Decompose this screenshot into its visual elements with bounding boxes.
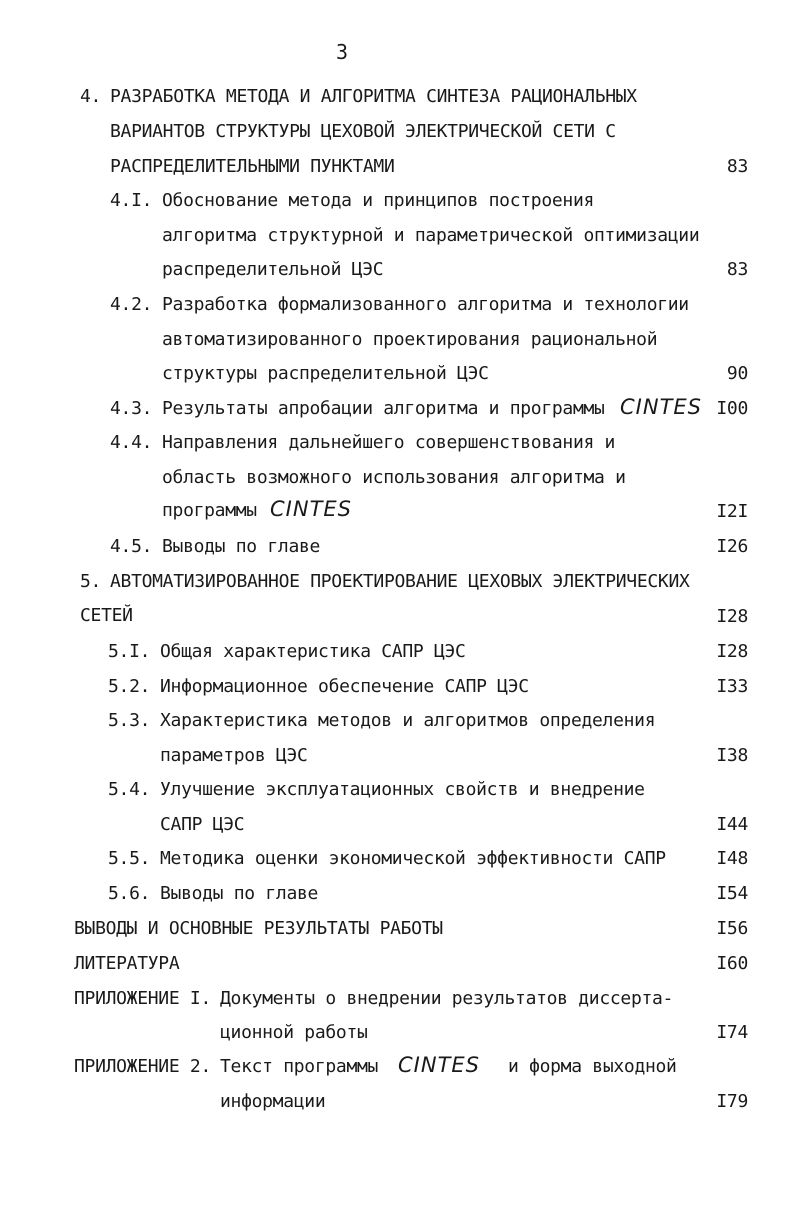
subsection-5-4-line2: САПР ЦЭС (160, 814, 245, 835)
section-5-title-line2: СЕТЕЙ (80, 605, 133, 626)
subsection-5-5-line1: Методика оценки экономической эффективности САПР (160, 848, 666, 869)
subsection-5-4-number: 5.4. (108, 779, 151, 800)
section-5-number: 5. (80, 571, 102, 592)
section-4-title-line1: РАЗРАБОТКА МЕТОДА И АЛГОРИТМА СИНТЕЗА РАЦИОНАЛЬНЫХ (110, 86, 637, 107)
subsection-4-3-program-name: CINTES (620, 395, 702, 419)
subsection-5-6-number: 5.6. (108, 883, 151, 904)
subsection-4-2-line2: автоматизированного проектирования рациональной (162, 329, 658, 350)
section-5-title-line1: АВТОМАТИЗИРОВАННОЕ ПРОЕКТИРОВАНИЕ ЦЕХОВЫХ ЭЛЕКТРИЧЕСКИХ (110, 571, 690, 592)
subsection-5-5-page: I48 (716, 848, 748, 869)
subsection-4-2-line1: Разработка формализованного алгоритма и технологии (162, 294, 689, 315)
appendix-2-page: I79 (716, 1091, 748, 1112)
subsection-5-1-number: 5.I. (108, 641, 151, 662)
subsection-4-5-number: 4.5. (110, 536, 153, 557)
appendix-1-page: I74 (716, 1022, 748, 1043)
subsection-5-6-page: I54 (716, 883, 748, 904)
subsection-4-1-line3: распределительной ЦЭС (162, 259, 384, 280)
section-4-number: 4. (80, 86, 102, 107)
section-4-page: 83 (726, 156, 748, 177)
subsection-4-2-line3: структуры распределительной ЦЭС (162, 363, 489, 384)
section-5-page: I28 (716, 606, 748, 627)
subsection-5-4-line1: Улучшение эксплуатационных свойств и внедрение (160, 779, 645, 800)
subsection-5-3-line1: Характеристика методов и алгоритмов определения (160, 710, 656, 731)
conclusions-page: I56 (716, 918, 748, 939)
subsection-4-3-page: I00 (716, 398, 748, 419)
subsection-5-1-page: I28 (716, 641, 748, 662)
subsection-5-3-line2: параметров ЦЭС (160, 745, 308, 766)
subsection-4-5-page: I26 (716, 536, 748, 557)
subsection-4-5-line1: Выводы по главе (162, 536, 321, 557)
appendix-2-line2: информации (220, 1091, 326, 1112)
subsection-5-1-line1: Общая характеристика САПР ЦЭС (160, 641, 466, 662)
subsection-4-4-line3: программы (162, 500, 257, 521)
subsection-4-4-line2: область возможного использования алгоритма и (162, 467, 626, 488)
subsection-4-4-number: 4.4. (110, 432, 153, 453)
subsection-5-6-line1: Выводы по главе (160, 883, 319, 904)
appendix-1-line2: ционной работы (220, 1022, 368, 1043)
subsection-4-2-number: 4.2. (110, 294, 153, 315)
appendix-2-label: ПРИЛОЖЕНИЕ 2. (74, 1056, 211, 1077)
appendix-1-line1: Документы о внедрении результатов диссерта- (220, 988, 674, 1009)
subsection-5-3-page: I38 (716, 745, 748, 766)
appendix-2-program-name: CINTES (398, 1053, 480, 1077)
subsection-4-3-number: 4.3. (110, 398, 153, 419)
subsection-4-2-page: 90 (726, 363, 748, 384)
section-4-title-line2: ВАРИАНТОВ СТРУКТУРЫ ЦЕХОВОЙ ЭЛЕКТРИЧЕСКОЙ СЕТИ С (110, 121, 616, 142)
conclusions-title: ВЫВОДЫ И ОСНОВНЫЕ РЕЗУЛЬТАТЫ РАБОТЫ (74, 918, 443, 939)
appendix-1-label: ПРИЛОЖЕНИЕ I. (74, 988, 211, 1009)
subsection-5-2-page: I33 (716, 676, 748, 697)
subsection-4-4-line1: Направления дальнейшего совершенствования и (162, 432, 616, 453)
subsection-5-5-number: 5.5. (108, 848, 151, 869)
subsection-4-4-program-name: CINTES (270, 497, 352, 521)
page-number: 3 (336, 40, 348, 64)
section-4-title-line3: РАСПРЕДЕЛИТЕЛЬНЫМИ ПУНКТАМИ (110, 156, 395, 177)
subsection-4-1-page: 83 (726, 259, 748, 280)
subsection-5-4-page: I44 (716, 814, 748, 835)
subsection-5-3-number: 5.3. (108, 710, 151, 731)
appendix-2-line1-start: Текст программы (220, 1056, 379, 1077)
appendix-2-line1-end: и форма выходной (508, 1056, 677, 1077)
subsection-4-1-number: 4.I. (110, 190, 153, 211)
subsection-4-3-line1: Результаты апробации алгоритма и программы (162, 398, 605, 419)
subsection-4-1-line2: алгоритма структурной и параметрической оптимизации (162, 225, 700, 246)
subsection-4-4-page: I2I (716, 501, 748, 522)
literature-title: ЛИТЕРАТУРА (74, 953, 180, 974)
literature-page: I60 (716, 953, 748, 974)
subsection-5-2-number: 5.2. (108, 676, 151, 697)
subsection-4-1-line1: Обоснование метода и принципов построения (162, 190, 595, 211)
subsection-5-2-line1: Информационное обеспечение САПР ЦЭС (160, 676, 529, 697)
